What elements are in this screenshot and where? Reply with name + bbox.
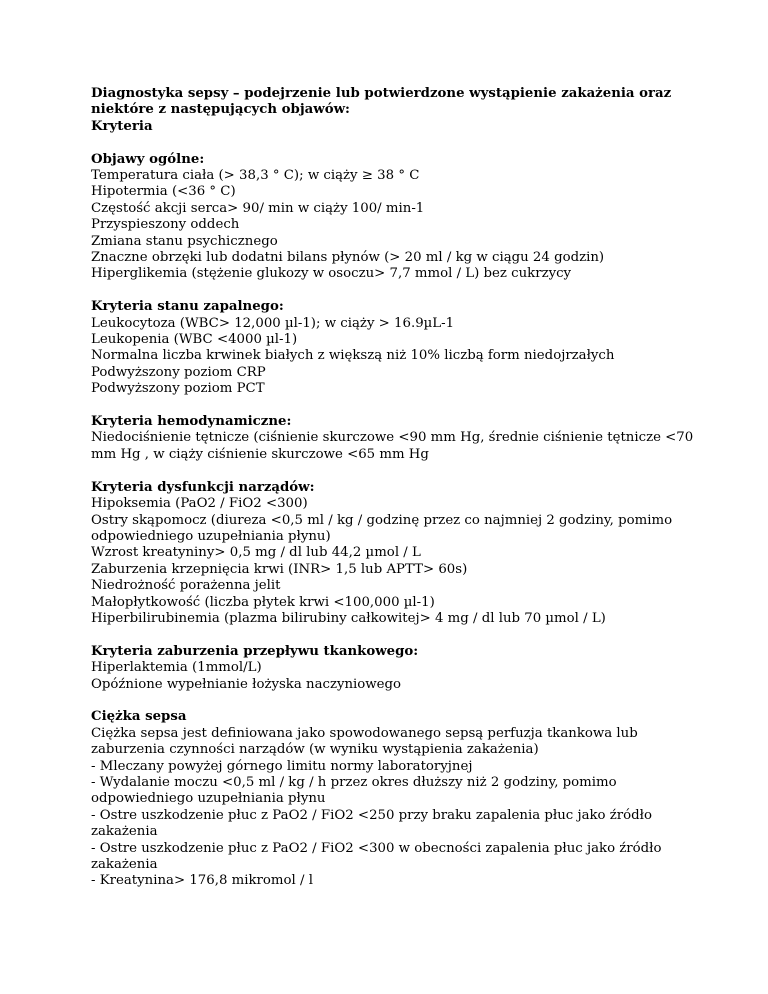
section-line: Niedociśnienie tętnicze (ciśnienie skurczowe <90 mm Hg, średnie ciśnienie tętnicze <70 bbox=[91, 430, 694, 446]
section-line: odpowiedniego uzupełniania płynu bbox=[91, 791, 326, 807]
paragraph-gap bbox=[91, 135, 681, 151]
section-line: Niedrożność porażenna jelit bbox=[91, 578, 281, 594]
section-line: Opóźnione wypełnianie łożyska naczyniowego bbox=[91, 676, 402, 692]
section-line: Hiperlaktemia (1mmol/L) bbox=[91, 660, 262, 676]
paragraph-gap bbox=[91, 463, 681, 479]
paragraph-gap bbox=[91, 627, 681, 643]
section-organ-dysfunction bbox=[91, 480, 681, 628]
section-tissue-perfusion bbox=[91, 644, 681, 693]
paragraph-gap bbox=[91, 398, 681, 414]
section-inflammatory-criteria bbox=[91, 299, 681, 397]
section-line: Zmiana stanu psychicznego bbox=[91, 233, 278, 249]
paragraph-gap bbox=[91, 283, 681, 299]
section-line: - Wydalanie moczu <0,5 ml / kg / h przez okres dłuższy niż 2 godziny, pomimo bbox=[91, 774, 617, 790]
section-line: mm Hg , w ciąży ciśnienie skurczowe <65 mm Hg bbox=[91, 446, 429, 462]
section-line: Leukopenia (WBC <4000 µl-1) bbox=[91, 332, 298, 348]
section-line: Ostry skąpomocz (diureza <0,5 ml / kg / godzinę przez co najmniej 2 godziny, pomimo bbox=[91, 512, 673, 528]
section-line: Hiperbilirubinemia (plazma bilirubiny całkowitej> 4 mg / dl lub 70 µmol / L) bbox=[91, 610, 606, 626]
section-line: Częstość akcji serca> 90/ min w ciąży 100/ min-1 bbox=[91, 200, 425, 216]
section-heading: Kryteria hemodynamiczne: bbox=[91, 414, 292, 430]
section-line: - Ostre uszkodzenie płuc z PaO2 / FiO2 <300 w obecności zapalenia płuc jako źródło bbox=[91, 840, 662, 856]
title-line: Diagnostyka sepsy – podejrzenie lub potwierdzone wystąpienie zakażenia oraz bbox=[91, 86, 672, 101]
section-line: Małopłytkowość (liczba płytek krwi <100,000 µl-1) bbox=[91, 594, 435, 610]
section-heading: Kryteria dysfunkcji narządów: bbox=[91, 479, 315, 495]
section-line: zakażenia bbox=[91, 824, 158, 840]
section-line: Hiperglikemia (stężenie glukozy w osoczu> 7,7 mmol / L) bez cukrzycy bbox=[91, 266, 572, 282]
section-line: Leukocytoza (WBC> 12,000 µl-1); w ciąży > 16.9µL-1 bbox=[91, 315, 455, 331]
section-heading: Objawy ogólne: bbox=[91, 151, 205, 167]
section-line: Hipotermia (<36 ° C) bbox=[91, 184, 236, 200]
section-line: zakażenia bbox=[91, 857, 158, 872]
section-line: Temperatura ciała (> 38,3 ° C); w ciąży ≥ 38 ° C bbox=[91, 168, 420, 184]
title-line: niektóre z następujących objawów: bbox=[91, 102, 350, 118]
section-line: - Mleczany powyżej górnego limitu normy laboratoryjnej bbox=[91, 758, 473, 774]
section-line: zaburzenia czynności narządów (w wyniku wystąpienia zakażenia) bbox=[91, 742, 539, 758]
section-line: Przyspieszony oddech bbox=[91, 217, 240, 233]
section-heading: Ciężka sepsa bbox=[91, 709, 187, 725]
document-body bbox=[91, 86, 694, 890]
section-heading: Kryteria zaburzenia przepływu tkankowego: bbox=[91, 643, 419, 659]
paragraph-gap bbox=[91, 693, 681, 709]
section-line: - Kreatynina> 176,8 mikromol / l bbox=[91, 873, 313, 889]
section-general-symptoms bbox=[91, 152, 681, 283]
section-line: - Ostre uszkodzenie płuc z PaO2 / FiO2 <250 przy braku zapalenia płuc jako źródło bbox=[91, 807, 652, 823]
section-line: Podwyższony poziom CRP bbox=[91, 364, 266, 380]
section-heading: Kryteria stanu zapalnego: bbox=[91, 299, 284, 315]
section-line: odpowiedniego uzupełniania płynu) bbox=[91, 528, 331, 544]
section-line: Wzrost kreatyniny> 0,5 mg / dl lub 44,2 µmol / L bbox=[91, 545, 421, 561]
section-line: Znaczne obrzęki lub dodatni bilans płynów (> 20 ml / kg w ciągu 24 godzin) bbox=[91, 250, 605, 266]
section-severe-sepsis bbox=[91, 709, 681, 889]
section-line: Ciężka sepsa jest definiowana jako spowodowanego sepsą perfuzja tkankowa lub bbox=[91, 725, 638, 741]
section-hemodynamic-criteria bbox=[91, 414, 694, 463]
section-line: Hipoksemia (PaO2 / FiO2 <300) bbox=[91, 496, 308, 512]
title-line: Kryteria bbox=[91, 118, 153, 134]
section-line: Zaburzenia krzepnięcia krwi (INR> 1,5 lub APTT> 60s) bbox=[91, 561, 468, 577]
section-line: Podwyższony poziom PCT bbox=[91, 381, 265, 397]
section-line: Normalna liczba krwinek białych z większą niż 10% liczbą form niedojrzałych bbox=[91, 348, 615, 364]
document-title bbox=[91, 86, 681, 135]
